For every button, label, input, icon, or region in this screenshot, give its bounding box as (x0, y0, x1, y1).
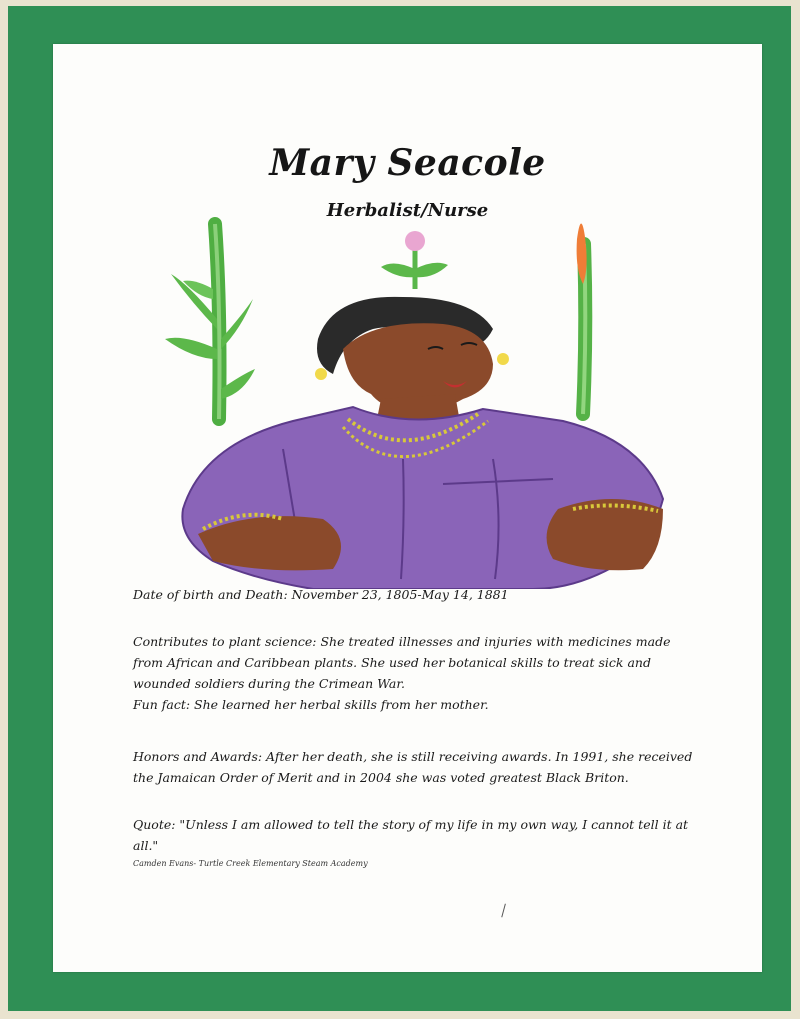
left-plant-illustration (165, 224, 255, 419)
quote-paragraph: Quote: "Unless I am allowed to tell the story of my life in my own way, I cannot tell it at all." (133, 817, 689, 853)
green-backing-board (8, 6, 791, 1011)
poster-title: Mary Seacole (269, 142, 546, 184)
birth-death-dates: Date of birth and Death: November 23, 1805-May 14, 1881 (133, 587, 509, 602)
poster-paper (53, 44, 762, 972)
fun-fact-paragraph: Fun fact: She learned her herbal skills from her mother. (133, 697, 489, 712)
portrait-drawing (143, 189, 673, 589)
right-plant-illustration (577, 223, 587, 414)
poster-subtitle: Herbalist/Nurse (326, 200, 489, 221)
contributions-paragraph: Contributes to plant science: She treated illnesses and injuries with medicines made from African and Caribbean plants. She used her botanical skills to treat sick and wounded soldiers during the Crimean War. (133, 634, 671, 691)
head-flower-illustration (381, 231, 448, 289)
stray-pencil-mark (501, 904, 509, 919)
honors-paragraph: Honors and Awards: After her death, she is still receiving awards. In 1991, she received the Jamaican Order of Merit and in 2004 she was voted greatest Black Briton. (133, 749, 693, 785)
author-credit: Camden Evans- Turtle Creek Elementary Steam Academy (133, 859, 368, 868)
